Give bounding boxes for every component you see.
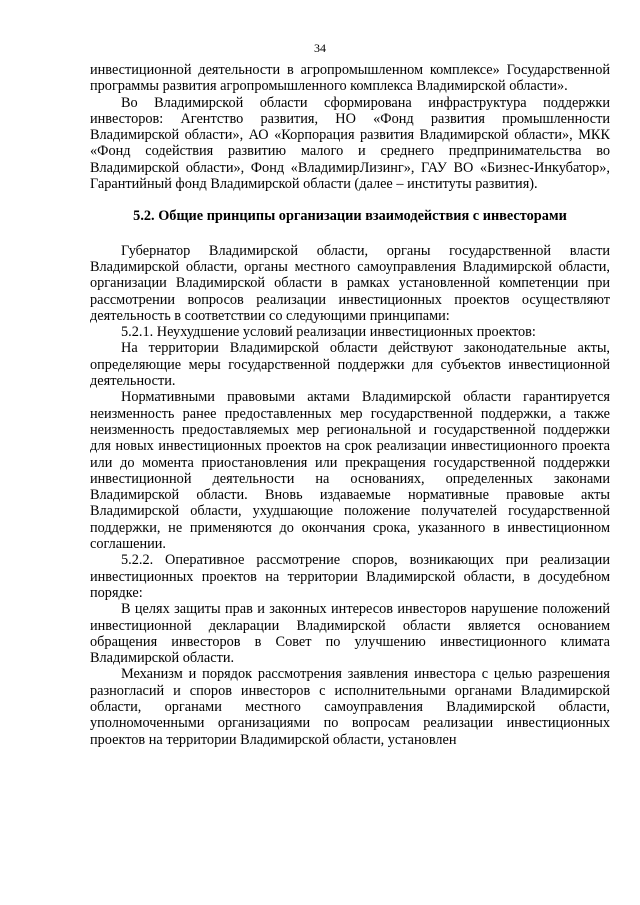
- paragraph-continuation: инвестиционной деятельности в агропромышленном комплексе» Государственной программы развития агропромышленного комплекса Владимирской области».: [90, 62, 610, 95]
- paragraph-legislation: На территории Владимирской области действуют законодательные акты, определяющие меры государственной поддержки для субъектов инвестиционной деятельности.: [90, 340, 610, 390]
- page-number: 34: [314, 41, 326, 55]
- subsection-5-2-1: 5.2.1. Неухудшение условий реализации инвестиционных проектов:: [121, 324, 536, 341]
- paragraph-protection: В целях защиты прав и законных интересов инвесторов нарушение положений инвестиционной декларации Владимирской области является основанием обращения инвесторов в Совет по улучшению инвестиционного климата Владимирской области.: [90, 601, 610, 667]
- document-body: [90, 62, 610, 748]
- paragraph-principles-intro: Губернатор Владимирской области, органы государственной власти Владимирской области, органы местного самоуправления Владимирской области, организации Владимирской области в рамках установленной компетенции при рассмотрении вопросов реализации инвестиционных проектов осуществляют деятельность в соответствии со следующими принципами:: [90, 242, 610, 324]
- paragraph-mechanism: Механизм и порядок рассмотрения заявления инвестора с целью разрешения разногласий и споров инвесторов с исполнительными органами Владимирской области, органами местного самоуправления Владимирской области, уполномоченными организациями по вопросам реализации инвестиционных проектов на территории Владимирской области, установлен: [90, 666, 610, 748]
- paragraph-guarantees: Нормативными правовыми актами Владимирской области гарантируется неизменность ранее предоставленных мер государственной поддержки, а также неизменность предоставляемых мер региональной и государственной поддержки для новых инвестиционных проектов на срок реализации инвестиционного проекта или до момента приостановления или прекращения государственной поддержки инвестиционной деятельности на основаниях, определенных законами Владимирской области. Вновь издаваемые нормативные правовые акты Владимирской области, ухудшающие положение получателей государственной поддержки, не применяются до окончания срока, указанного в инвестиционном соглашении.: [90, 389, 610, 553]
- paragraph-infrastructure: Во Владимирской области сформирована инфраструктура поддержки инвесторов: Агентство развития, НО «Фонд развития промышленности Владимирской области», АО «Корпорация развития Владимирской области», МКК «Фонд содействия развитию малого и среднего предпринимательства во Владимирской области», Фонд «ВладимирЛизинг», ГАУ ВО «Бизнес-Инкубатор», Гарантийный фонд Владимирской области (далее – институты развития).: [90, 94, 610, 193]
- section-heading: 5.2. Общие принципы организации взаимодействия с инвесторами: [133, 208, 567, 225]
- subsection-5-2-2: 5.2.2. Оперативное рассмотрение споров, возникающих при реализации инвестиционных проектов на территории Владимирской области, в досудебном порядке:: [90, 552, 610, 601]
